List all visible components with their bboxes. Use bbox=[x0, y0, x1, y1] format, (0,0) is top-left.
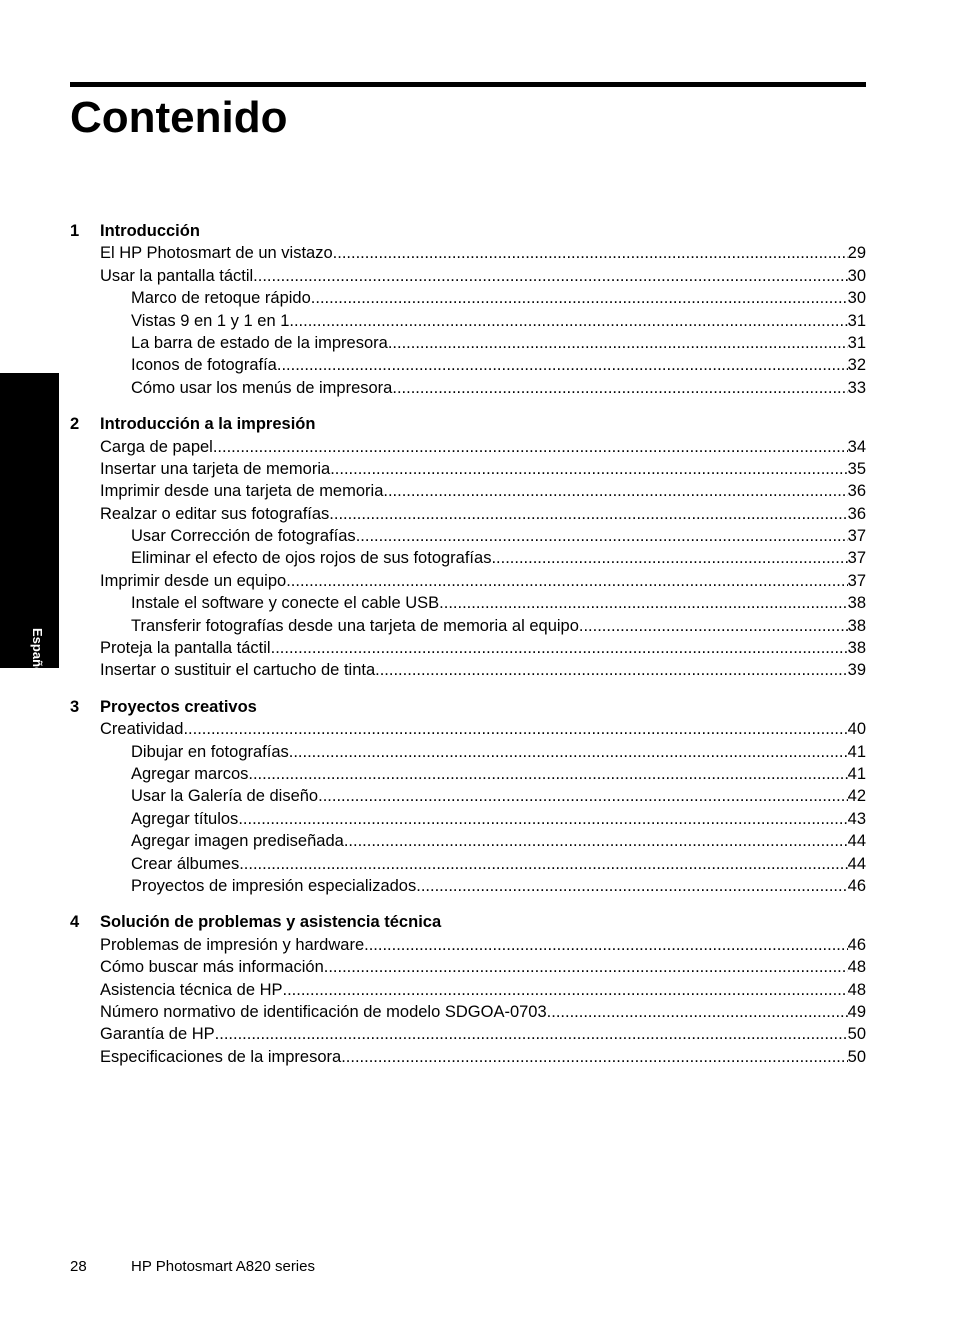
table-of-contents bbox=[70, 220, 866, 1082]
toc-dot-leader bbox=[416, 875, 847, 897]
toc-entry-page: 34 bbox=[847, 437, 866, 456]
toc-entry-page: 31 bbox=[847, 333, 866, 352]
page-title: Contenido bbox=[70, 93, 288, 142]
toc-entry-title: Garantía de HP bbox=[100, 1025, 215, 1044]
toc-chapter-number: 2 bbox=[70, 415, 80, 434]
toc-entry[interactable] bbox=[70, 1001, 866, 1023]
toc-chapter-heading bbox=[70, 413, 866, 435]
toc-dot-leader bbox=[286, 570, 847, 592]
toc-entry[interactable] bbox=[70, 287, 866, 309]
toc-entry-title: Marco de retoque rápido bbox=[131, 289, 311, 308]
toc-entry-page: 36 bbox=[847, 482, 866, 501]
toc-dot-leader bbox=[271, 637, 848, 659]
toc-entry-title: Creatividad bbox=[100, 720, 184, 739]
toc-entry[interactable] bbox=[70, 979, 866, 1001]
toc-dot-leader bbox=[491, 547, 847, 569]
toc-entry-page: 44 bbox=[847, 854, 866, 873]
toc-entry-title: Eliminar el efecto de ojos rojos de sus fotografías bbox=[131, 549, 492, 568]
toc-entry-page: 37 bbox=[847, 571, 866, 590]
toc-entry-title: Instale el software y conecte el cable USB bbox=[131, 594, 440, 613]
toc-dot-leader bbox=[324, 956, 848, 978]
toc-entry-page: 37 bbox=[847, 549, 866, 568]
toc-entry-page: 44 bbox=[847, 832, 866, 851]
toc-chapter-heading bbox=[70, 220, 866, 242]
toc-entry[interactable] bbox=[70, 570, 866, 592]
toc-entry-title: Especificaciones de la impresora bbox=[100, 1047, 342, 1066]
toc-entry-title: Problemas de impresión y hardware bbox=[100, 935, 365, 954]
toc-chapter bbox=[70, 696, 866, 898]
toc-dot-leader bbox=[356, 525, 848, 547]
toc-entry[interactable] bbox=[70, 637, 866, 659]
toc-entry[interactable] bbox=[70, 830, 866, 852]
toc-entry[interactable] bbox=[70, 458, 866, 480]
toc-entry[interactable] bbox=[70, 592, 866, 614]
toc-entry-title: Cómo buscar más información bbox=[100, 958, 324, 977]
toc-chapter-title: Solución de problemas y asistencia técnica bbox=[100, 913, 442, 932]
toc-entry[interactable] bbox=[70, 785, 866, 807]
toc-chapter bbox=[70, 220, 866, 399]
toc-dot-leader bbox=[344, 830, 848, 852]
toc-dot-leader bbox=[238, 808, 847, 830]
toc-dot-leader bbox=[213, 436, 848, 458]
toc-entry-page: 41 bbox=[847, 764, 866, 783]
toc-entry-title: Imprimir desde un equipo bbox=[100, 571, 287, 590]
toc-entry[interactable] bbox=[70, 718, 866, 740]
footer-page-number: 28 bbox=[70, 1258, 87, 1275]
toc-entry-title: La barra de estado de la impresora bbox=[131, 333, 388, 352]
toc-entry-page: 40 bbox=[847, 720, 866, 739]
toc-dot-leader bbox=[277, 354, 848, 376]
toc-entry-title: Usar la pantalla táctil bbox=[100, 266, 254, 285]
page-footer bbox=[70, 1258, 315, 1276]
toc-chapter bbox=[70, 413, 866, 682]
toc-entry-page: 35 bbox=[847, 459, 866, 478]
toc-entry-title: Cómo usar los menús de impresora bbox=[131, 378, 393, 397]
toc-entry[interactable] bbox=[70, 436, 866, 458]
toc-entry-title: Usar la Galería de diseño bbox=[131, 787, 319, 806]
toc-dot-leader bbox=[248, 763, 847, 785]
toc-chapter-number: 3 bbox=[70, 697, 80, 716]
toc-entry-title: Dibujar en fotografías bbox=[131, 742, 289, 761]
toc-dot-leader bbox=[547, 1001, 848, 1023]
toc-entry[interactable] bbox=[70, 615, 866, 637]
toc-entry[interactable] bbox=[70, 956, 866, 978]
toc-dot-leader bbox=[375, 659, 848, 681]
toc-entry-page: 48 bbox=[847, 958, 866, 977]
toc-dot-leader bbox=[318, 785, 848, 807]
toc-entry-page: 46 bbox=[847, 876, 866, 895]
toc-dot-leader bbox=[364, 934, 848, 956]
toc-entry[interactable] bbox=[70, 808, 866, 830]
toc-entry-title: Proteja la pantalla táctil bbox=[100, 639, 271, 658]
toc-entry[interactable] bbox=[70, 480, 866, 502]
toc-entry-page: 31 bbox=[847, 311, 866, 330]
toc-entry-page: 38 bbox=[847, 594, 866, 613]
toc-entry-page: 30 bbox=[847, 289, 866, 308]
toc-dot-leader bbox=[283, 979, 848, 1001]
toc-dot-leader bbox=[388, 332, 848, 354]
toc-entry-title: Imprimir desde una tarjeta de memoria bbox=[100, 482, 384, 501]
toc-entry-page: 42 bbox=[847, 787, 866, 806]
toc-entry-title: Iconos de fotografía bbox=[131, 356, 277, 375]
toc-dot-leader bbox=[253, 265, 847, 287]
toc-entry-title: Insertar una tarjeta de memoria bbox=[100, 459, 331, 478]
title-rule bbox=[70, 82, 866, 87]
toc-entry[interactable] bbox=[70, 310, 866, 332]
toc-dot-leader bbox=[289, 310, 847, 332]
toc-chapter-number: 1 bbox=[70, 222, 80, 240]
toc-chapter-title: Proyectos creativos bbox=[100, 697, 257, 716]
toc-entry-title: Proyectos de impresión especializados bbox=[131, 876, 417, 895]
toc-entry-page: 50 bbox=[847, 1025, 866, 1044]
toc-dot-leader bbox=[333, 242, 848, 264]
toc-chapter-heading bbox=[70, 911, 866, 933]
toc-entry[interactable] bbox=[70, 853, 866, 875]
toc-entry-page: 29 bbox=[847, 244, 866, 263]
language-side-tab bbox=[0, 373, 59, 668]
toc-dot-leader bbox=[311, 287, 848, 309]
toc-entry-page: 49 bbox=[847, 1002, 866, 1021]
toc-entry[interactable] bbox=[70, 332, 866, 354]
toc-dot-leader bbox=[329, 503, 847, 525]
toc-dot-leader bbox=[579, 615, 848, 637]
toc-dot-leader bbox=[215, 1023, 848, 1045]
toc-dot-leader bbox=[439, 592, 847, 614]
toc-entry[interactable] bbox=[70, 763, 866, 785]
toc-entry-page: 30 bbox=[847, 266, 866, 285]
toc-entry[interactable] bbox=[70, 741, 866, 763]
toc-entry-title: Agregar títulos bbox=[131, 809, 239, 828]
toc-entry-page: 33 bbox=[847, 378, 866, 397]
toc-entry-title: Usar Corrección de fotografías bbox=[131, 527, 356, 546]
toc-chapter bbox=[70, 911, 866, 1068]
toc-entry[interactable] bbox=[70, 242, 866, 264]
toc-entry-page: 38 bbox=[847, 639, 866, 658]
toc-chapter-heading bbox=[70, 696, 866, 718]
language-side-tab-label: Español bbox=[30, 628, 45, 679]
toc-dot-leader bbox=[289, 741, 848, 763]
toc-entry-page: 32 bbox=[847, 356, 866, 375]
toc-entry-title: Carga de papel bbox=[100, 437, 213, 456]
toc-entry-page: 36 bbox=[847, 504, 866, 523]
toc-chapter-title: Introducción a la impresión bbox=[100, 415, 316, 434]
toc-chapter-number: 4 bbox=[70, 913, 80, 932]
toc-entry[interactable] bbox=[70, 265, 866, 287]
toc-entry-title: Vistas 9 en 1 y 1 en 1 bbox=[131, 311, 290, 330]
toc-dot-leader bbox=[330, 458, 847, 480]
toc-entry-page: 50 bbox=[847, 1047, 866, 1066]
toc-dot-leader bbox=[383, 480, 847, 502]
toc-entry[interactable] bbox=[70, 547, 866, 569]
toc-entry-title: Insertar o sustituir el cartucho de tinta bbox=[100, 661, 376, 680]
toc-entry-title: Agregar marcos bbox=[131, 764, 249, 783]
toc-entry[interactable] bbox=[70, 659, 866, 681]
toc-entry-title: Agregar imagen prediseñada bbox=[131, 832, 344, 851]
toc-entry-page: 37 bbox=[847, 527, 866, 546]
toc-entry-title: Número normativo de identificación de modelo SDGOA-0703 bbox=[100, 1002, 547, 1021]
toc-entry-title: El HP Photosmart de un vistazo bbox=[100, 244, 333, 263]
toc-entry[interactable] bbox=[70, 503, 866, 525]
toc-dot-leader bbox=[341, 1046, 847, 1068]
toc-chapter-title: Introducción bbox=[100, 222, 200, 240]
toc-dot-leader bbox=[239, 853, 847, 875]
toc-entry-title: Asistencia técnica de HP bbox=[100, 980, 283, 999]
toc-entry-page: 41 bbox=[847, 742, 866, 761]
toc-entry[interactable] bbox=[70, 1046, 866, 1068]
toc-entry-page: 48 bbox=[847, 980, 866, 999]
toc-entry-title: Crear álbumes bbox=[131, 854, 240, 873]
toc-entry-page: 39 bbox=[847, 661, 866, 680]
footer-product-name: HP Photosmart A820 series bbox=[131, 1258, 315, 1275]
toc-entry[interactable] bbox=[70, 525, 866, 547]
toc-entry[interactable] bbox=[70, 1023, 866, 1045]
toc-dot-leader bbox=[392, 377, 847, 399]
toc-entry[interactable] bbox=[70, 377, 866, 399]
toc-entry[interactable] bbox=[70, 354, 866, 376]
toc-entry[interactable] bbox=[70, 875, 866, 897]
toc-entry-title: Realzar o editar sus fotografías bbox=[100, 504, 330, 523]
toc-entry-page: 46 bbox=[847, 935, 866, 954]
toc-entry-page: 43 bbox=[847, 809, 866, 828]
toc-dot-leader bbox=[183, 718, 847, 740]
toc-entry-title: Transferir fotografías desde una tarjeta de memoria al equipo bbox=[131, 616, 579, 635]
toc-entry[interactable] bbox=[70, 934, 866, 956]
toc-entry-page: 38 bbox=[847, 616, 866, 635]
